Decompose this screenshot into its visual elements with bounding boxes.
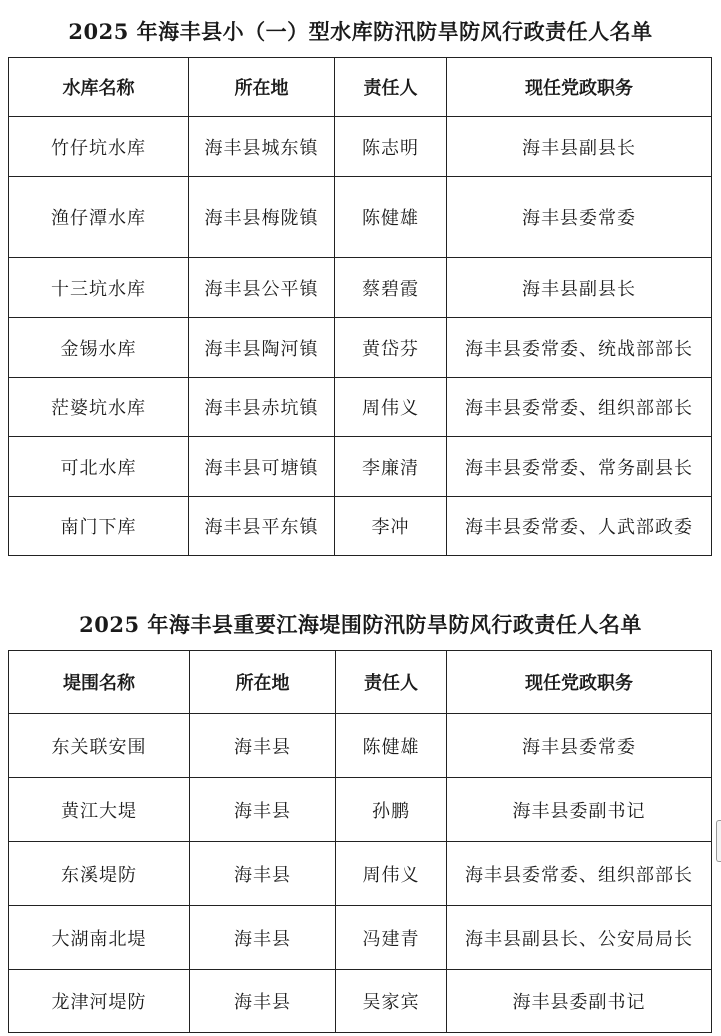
person-cell: 蔡碧霞: [335, 258, 447, 318]
position-cell: 海丰县委副书记: [447, 778, 712, 842]
embankment-name-cell: 大湖南北堤: [9, 906, 190, 970]
column-header-current-position: 现任党政职务: [447, 651, 712, 714]
reservoir-table-title: 2025 年海丰县小（一）型水库防汛防旱防风行政责任人名单: [68, 19, 653, 44]
person-cell: 周伟义: [335, 378, 447, 437]
table-row: [9, 318, 712, 378]
column-header-location: 所在地: [189, 58, 335, 117]
person-cell: 李廉清: [335, 437, 447, 497]
reservoir-name-cell: 竹仔坑水库: [9, 117, 189, 177]
position-cell: 海丰县委常委、组织部部长: [447, 842, 712, 906]
reservoir-name-cell: 南门下库: [9, 497, 189, 556]
embankment-name-cell: 东关联安围: [9, 714, 190, 778]
location-cell: 海丰县: [190, 842, 336, 906]
reservoir-responsibility-table: [8, 57, 712, 556]
column-header-person-in-charge: 责任人: [335, 58, 447, 117]
reservoir-name-cell: 茫婆坑水库: [9, 378, 189, 437]
location-cell: 海丰县: [190, 906, 336, 970]
reservoir-name-cell: 渔仔潭水库: [9, 177, 189, 258]
column-header-embankment-name: 堤围名称: [9, 651, 190, 714]
position-cell: 海丰县委常委: [447, 714, 712, 778]
location-cell: 海丰县城东镇: [189, 117, 335, 177]
position-cell: 海丰县委常委、人武部政委: [447, 497, 712, 556]
table-header-row: [9, 651, 712, 714]
location-cell: 海丰县公平镇: [189, 258, 335, 318]
embankment-name-cell: 东溪堤防: [9, 842, 190, 906]
person-cell: 周伟义: [336, 842, 447, 906]
table-row: [9, 778, 712, 842]
location-cell: 海丰县平东镇: [189, 497, 335, 556]
table-header-row: [9, 58, 712, 117]
table-row: [9, 258, 712, 318]
person-cell: 吴家宾: [336, 970, 447, 1033]
person-cell: 李冲: [335, 497, 447, 556]
reservoir-name-cell: 十三坑水库: [9, 258, 189, 318]
table-row: [9, 117, 712, 177]
location-cell: 海丰县: [190, 970, 336, 1033]
person-cell: 陈志明: [335, 117, 447, 177]
table-row: [9, 714, 712, 778]
embankment-name-cell: 黄江大堤: [9, 778, 190, 842]
embankment-responsibility-table: [8, 650, 712, 1033]
column-header-current-position: 现任党政职务: [447, 58, 712, 117]
position-cell: 海丰县委副书记: [447, 970, 712, 1033]
position-cell: 海丰县副县长: [447, 117, 712, 177]
reservoir-name-cell: 可北水库: [9, 437, 189, 497]
position-cell: 海丰县副县长、公安局局长: [447, 906, 712, 970]
location-cell: 海丰县赤坑镇: [189, 378, 335, 437]
side-panel-handle[interactable]: [716, 820, 721, 862]
location-cell: 海丰县梅陇镇: [189, 177, 335, 258]
location-cell: 海丰县陶河镇: [189, 318, 335, 378]
position-cell: 海丰县委常委、常务副县长: [447, 437, 712, 497]
table-row: [9, 177, 712, 258]
table-row: [9, 970, 712, 1033]
table-row: [9, 437, 712, 497]
person-cell: 陈健雄: [336, 714, 447, 778]
location-cell: 海丰县: [190, 778, 336, 842]
column-header-person-in-charge: 责任人: [336, 651, 447, 714]
table-row: [9, 378, 712, 437]
location-cell: 海丰县: [190, 714, 336, 778]
reservoir-name-cell: 金锡水库: [9, 318, 189, 378]
position-cell: 海丰县委常委、统战部部长: [447, 318, 712, 378]
column-header-reservoir-name: 水库名称: [9, 58, 189, 117]
person-cell: 孙鹏: [336, 778, 447, 842]
person-cell: 冯建青: [336, 906, 447, 970]
embankment-table-title: 2025 年海丰县重要江海堤围防汛防旱防风行政责任人名单: [79, 612, 642, 637]
person-cell: 陈健雄: [335, 177, 447, 258]
position-cell: 海丰县委常委、组织部部长: [447, 378, 712, 437]
embankment-name-cell: 龙津河堤防: [9, 970, 190, 1033]
table-row: [9, 842, 712, 906]
person-cell: 黄岱芬: [335, 318, 447, 378]
location-cell: 海丰县可塘镇: [189, 437, 335, 497]
table-row: [9, 906, 712, 970]
position-cell: 海丰县委常委: [447, 177, 712, 258]
table-row: [9, 497, 712, 556]
column-header-location: 所在地: [190, 651, 336, 714]
position-cell: 海丰县副县长: [447, 258, 712, 318]
